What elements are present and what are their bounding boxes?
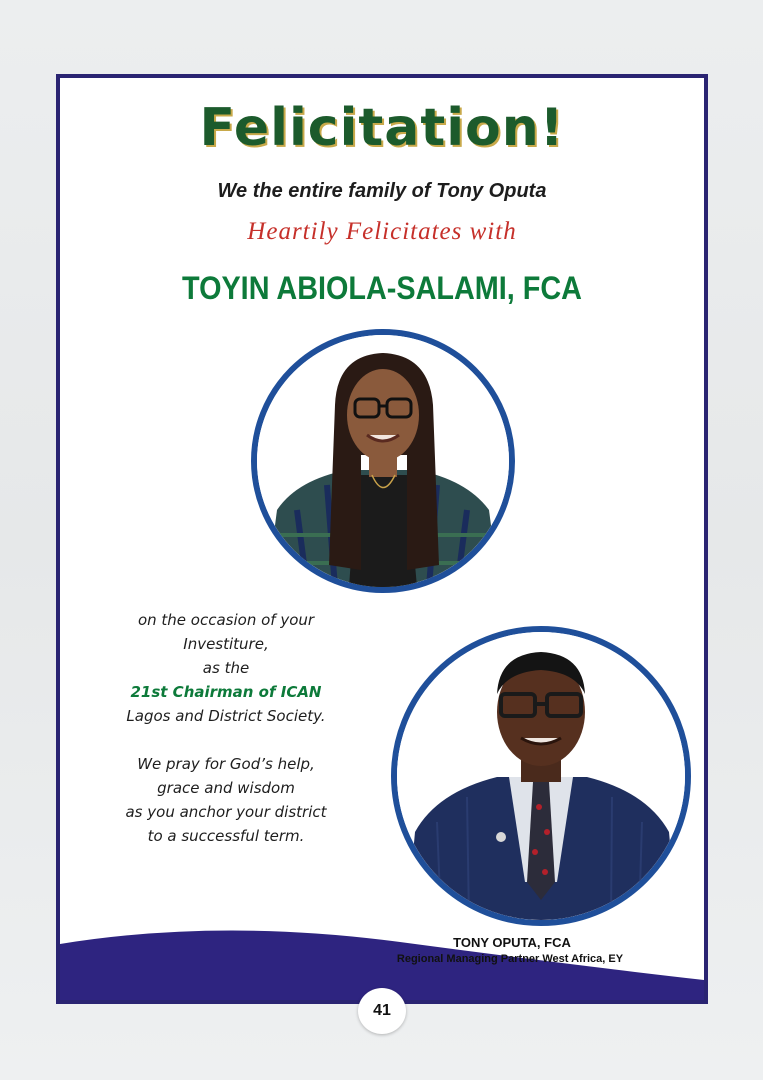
signatory-role: Regional Managing Partner West Africa, EY	[396, 953, 624, 965]
man-portrait-image	[397, 632, 685, 920]
honoree-name: TOYIN ABIOLA-SALAMI, FCA	[182, 270, 582, 306]
prayer-line: to a successful term.	[147, 827, 305, 845]
message-block	[96, 608, 356, 848]
message-line: Lagos and District Society.	[126, 707, 326, 725]
signatory-name: TONY OPUTA, FCA	[453, 935, 571, 950]
family-line: We the entire family of Tony Oputa	[217, 180, 547, 202]
woman-portrait-image	[257, 335, 509, 587]
signatory-photo	[391, 626, 691, 926]
message-line: on the occasion of your Investiture,	[137, 611, 315, 653]
prayer-line: as you anchor your district	[125, 803, 327, 821]
prayer-line: We pray for God’s help,	[137, 755, 315, 773]
message-line: as the	[202, 659, 250, 677]
page-number-badge: 41	[358, 988, 406, 1034]
prayer-line: grace and wisdom	[157, 779, 295, 797]
felicitates-line: Heartily Felicitates with	[247, 218, 517, 245]
chairman-title: 21st Chairman of ICAN	[130, 683, 322, 701]
felicitation-page	[56, 74, 708, 1004]
honoree-photo	[251, 329, 515, 593]
page-title: Felicitation!	[199, 98, 565, 158]
